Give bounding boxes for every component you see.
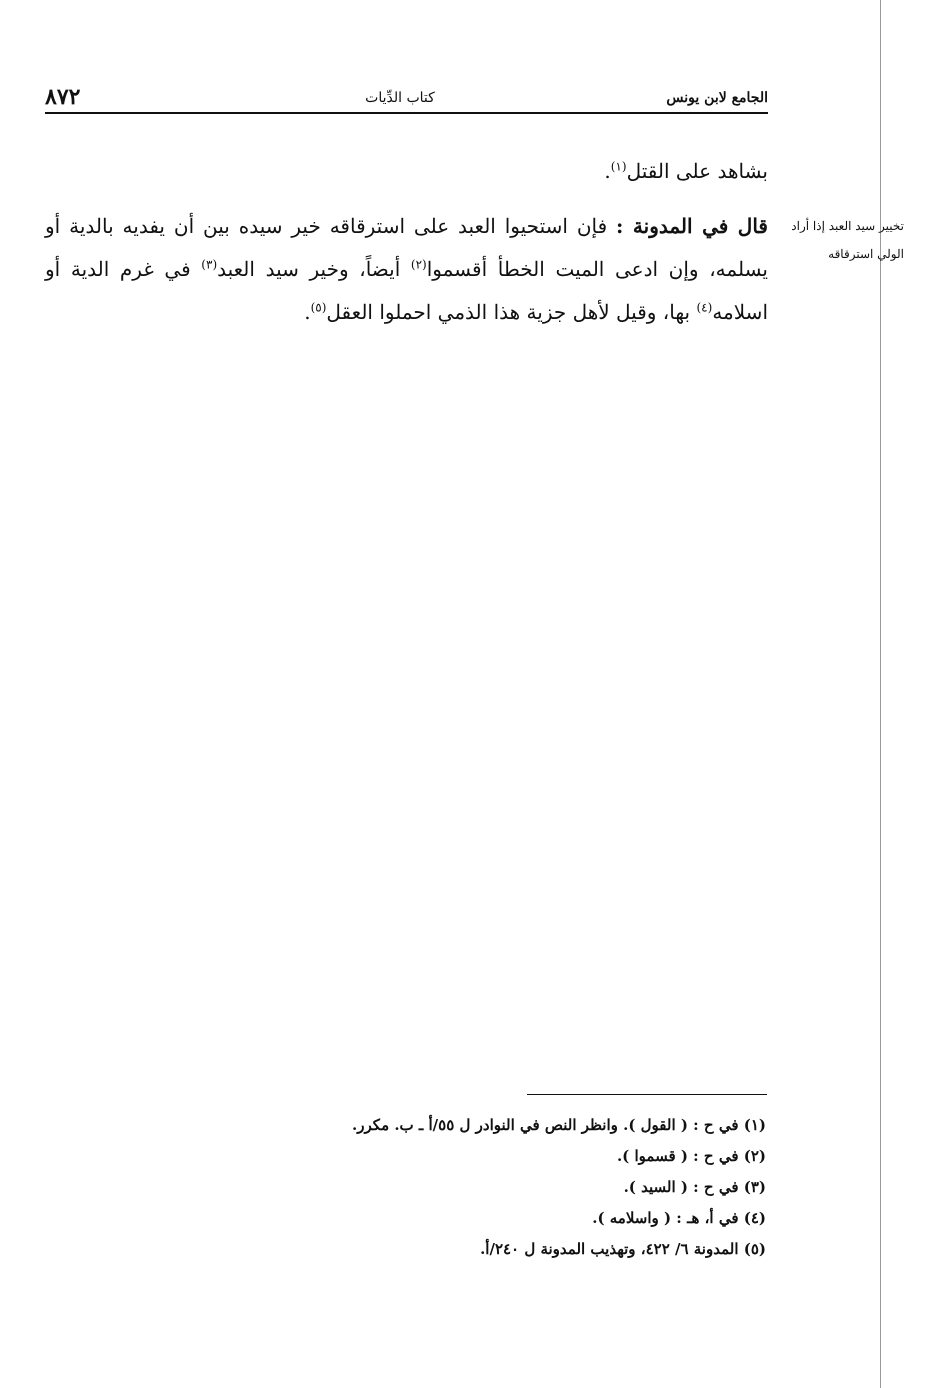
- footnote-ref: (٥): [310, 300, 327, 315]
- page-edge-divider: [880, 0, 881, 1388]
- footnote-ref: (٤): [696, 300, 713, 315]
- footnotes: [200, 1110, 766, 1265]
- text-segment: فإن استحيوا العبد على استرقاقه خير سيده بين أن يفديه بالدية أو يسلمه، وإن ادعى الميت الخطأ أقسموا: [45, 214, 768, 281]
- paragraph: [45, 205, 768, 334]
- footnote-separator: [527, 1094, 767, 1095]
- page-number: ٨٧٢: [45, 84, 81, 110]
- footnote: (٢) في ح : ( قسموا ).: [616, 1147, 766, 1165]
- footnote: (٣) في ح : ( السيد ).: [623, 1178, 766, 1196]
- running-header: [45, 84, 768, 114]
- text-segment: بها، وقيل لأهل جزية هذا الذمي احملوا العقل: [326, 300, 697, 324]
- footnote-ref: (١): [610, 159, 627, 174]
- text-segment: أيضاً، وخير سيد العبد: [217, 257, 411, 281]
- text-line: [45, 150, 768, 193]
- text-segment: في غرم الدية أو اسلامه: [45, 257, 768, 324]
- text-segment: .: [604, 159, 611, 183]
- chapter-title: كتاب الدِّيات: [365, 90, 435, 106]
- footnote-ref: (٣): [201, 257, 218, 272]
- margin-note: تخيير سيد العبد إذا أراد الولي استرقاقه: [791, 219, 904, 261]
- footnote: (١) في ح : ( القول ). وانظر النص في النوادر ل ٥٥/أ ـ ب. مكرر.: [352, 1116, 766, 1134]
- footnote: (٥) المدونة ٦/ ٤٢٢، وتهذيب المدونة ل ٢٤٠/أ.: [480, 1240, 766, 1258]
- text-segment: بشاهد على القتل: [626, 159, 768, 183]
- paragraph-lead: قال في المدونة :: [616, 214, 768, 238]
- book-title: الجامع لابن يونس: [666, 90, 768, 106]
- footnote-ref: (٢): [410, 257, 427, 272]
- footnote: (٤) في أ، هـ : ( واسلامه ).: [592, 1209, 766, 1227]
- main-text: [45, 150, 768, 334]
- text-segment: .: [304, 300, 311, 324]
